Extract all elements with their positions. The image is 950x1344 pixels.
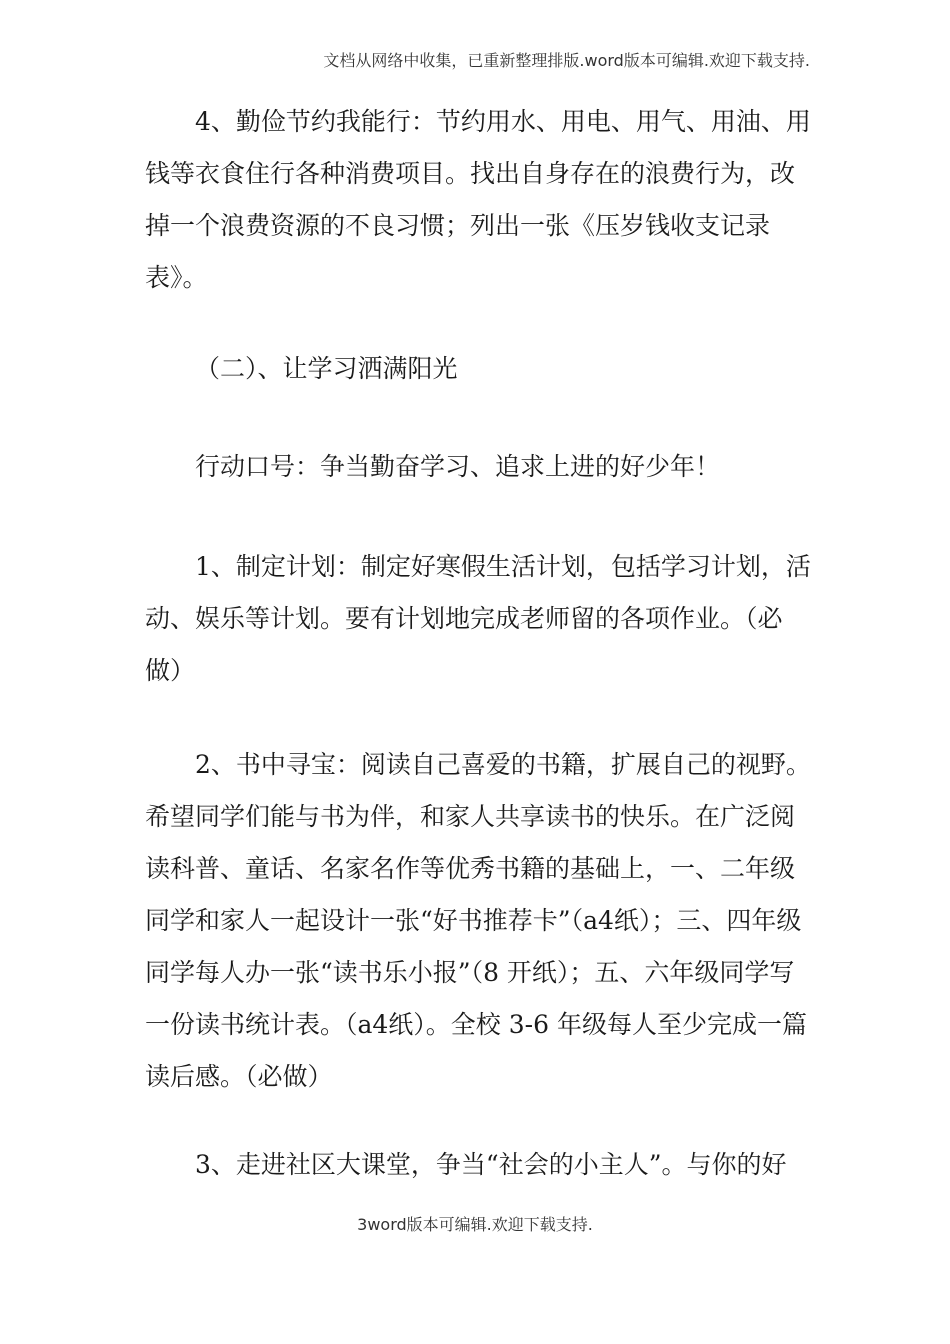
page-footer: 3word版本可编辑.欢迎下载支持. [357, 1215, 593, 1234]
paragraph-reading: 2、书中寻宝：阅读自己喜爱的书籍，扩展自己的视野。希望同学们能与书为伴，和家人共享读书的快乐。在广泛阅读科普、童话、名家名作等优秀书籍的基础上，一、二年级同学和家人一起设计一张“好书推荐卡”（a4纸）；三、四年级同学每人办一张“读书乐小报”（8 开纸）；五、六年级同学写一份读书统计表。（a4纸）。全校 3-6 年级每人至少完成一篇读后感。（必做） [145, 750, 811, 1091]
paragraph-plan: 1、制定计划：制定好寒假生活计划，包括学习计划，活动、娱乐等计划。要有计划地完成老师留的各项作业。（必做） [145, 552, 811, 685]
paragraph-community: 3、走进社区大课堂，争当“社会的小主人”。与你的好 [195, 1150, 787, 1179]
paragraph-frugality: 4、勤俭节约我能行：节约用水、用电、用气、用油、用钱等衣食住行各种消费项目。找出自身存在的浪费行为，改掉一个浪费资源的不良习惯；列出一张《压岁钱收支记录表》。 [145, 107, 811, 292]
page-header: 文档从网络中收集，已重新整理排版.word版本可编辑.欢迎下载支持. [323, 51, 810, 70]
section-heading: （二）、让学习洒满阳光 [195, 354, 458, 383]
action-slogan: 行动口号：争当勤奋学习、追求上进的好少年！ [195, 452, 721, 481]
